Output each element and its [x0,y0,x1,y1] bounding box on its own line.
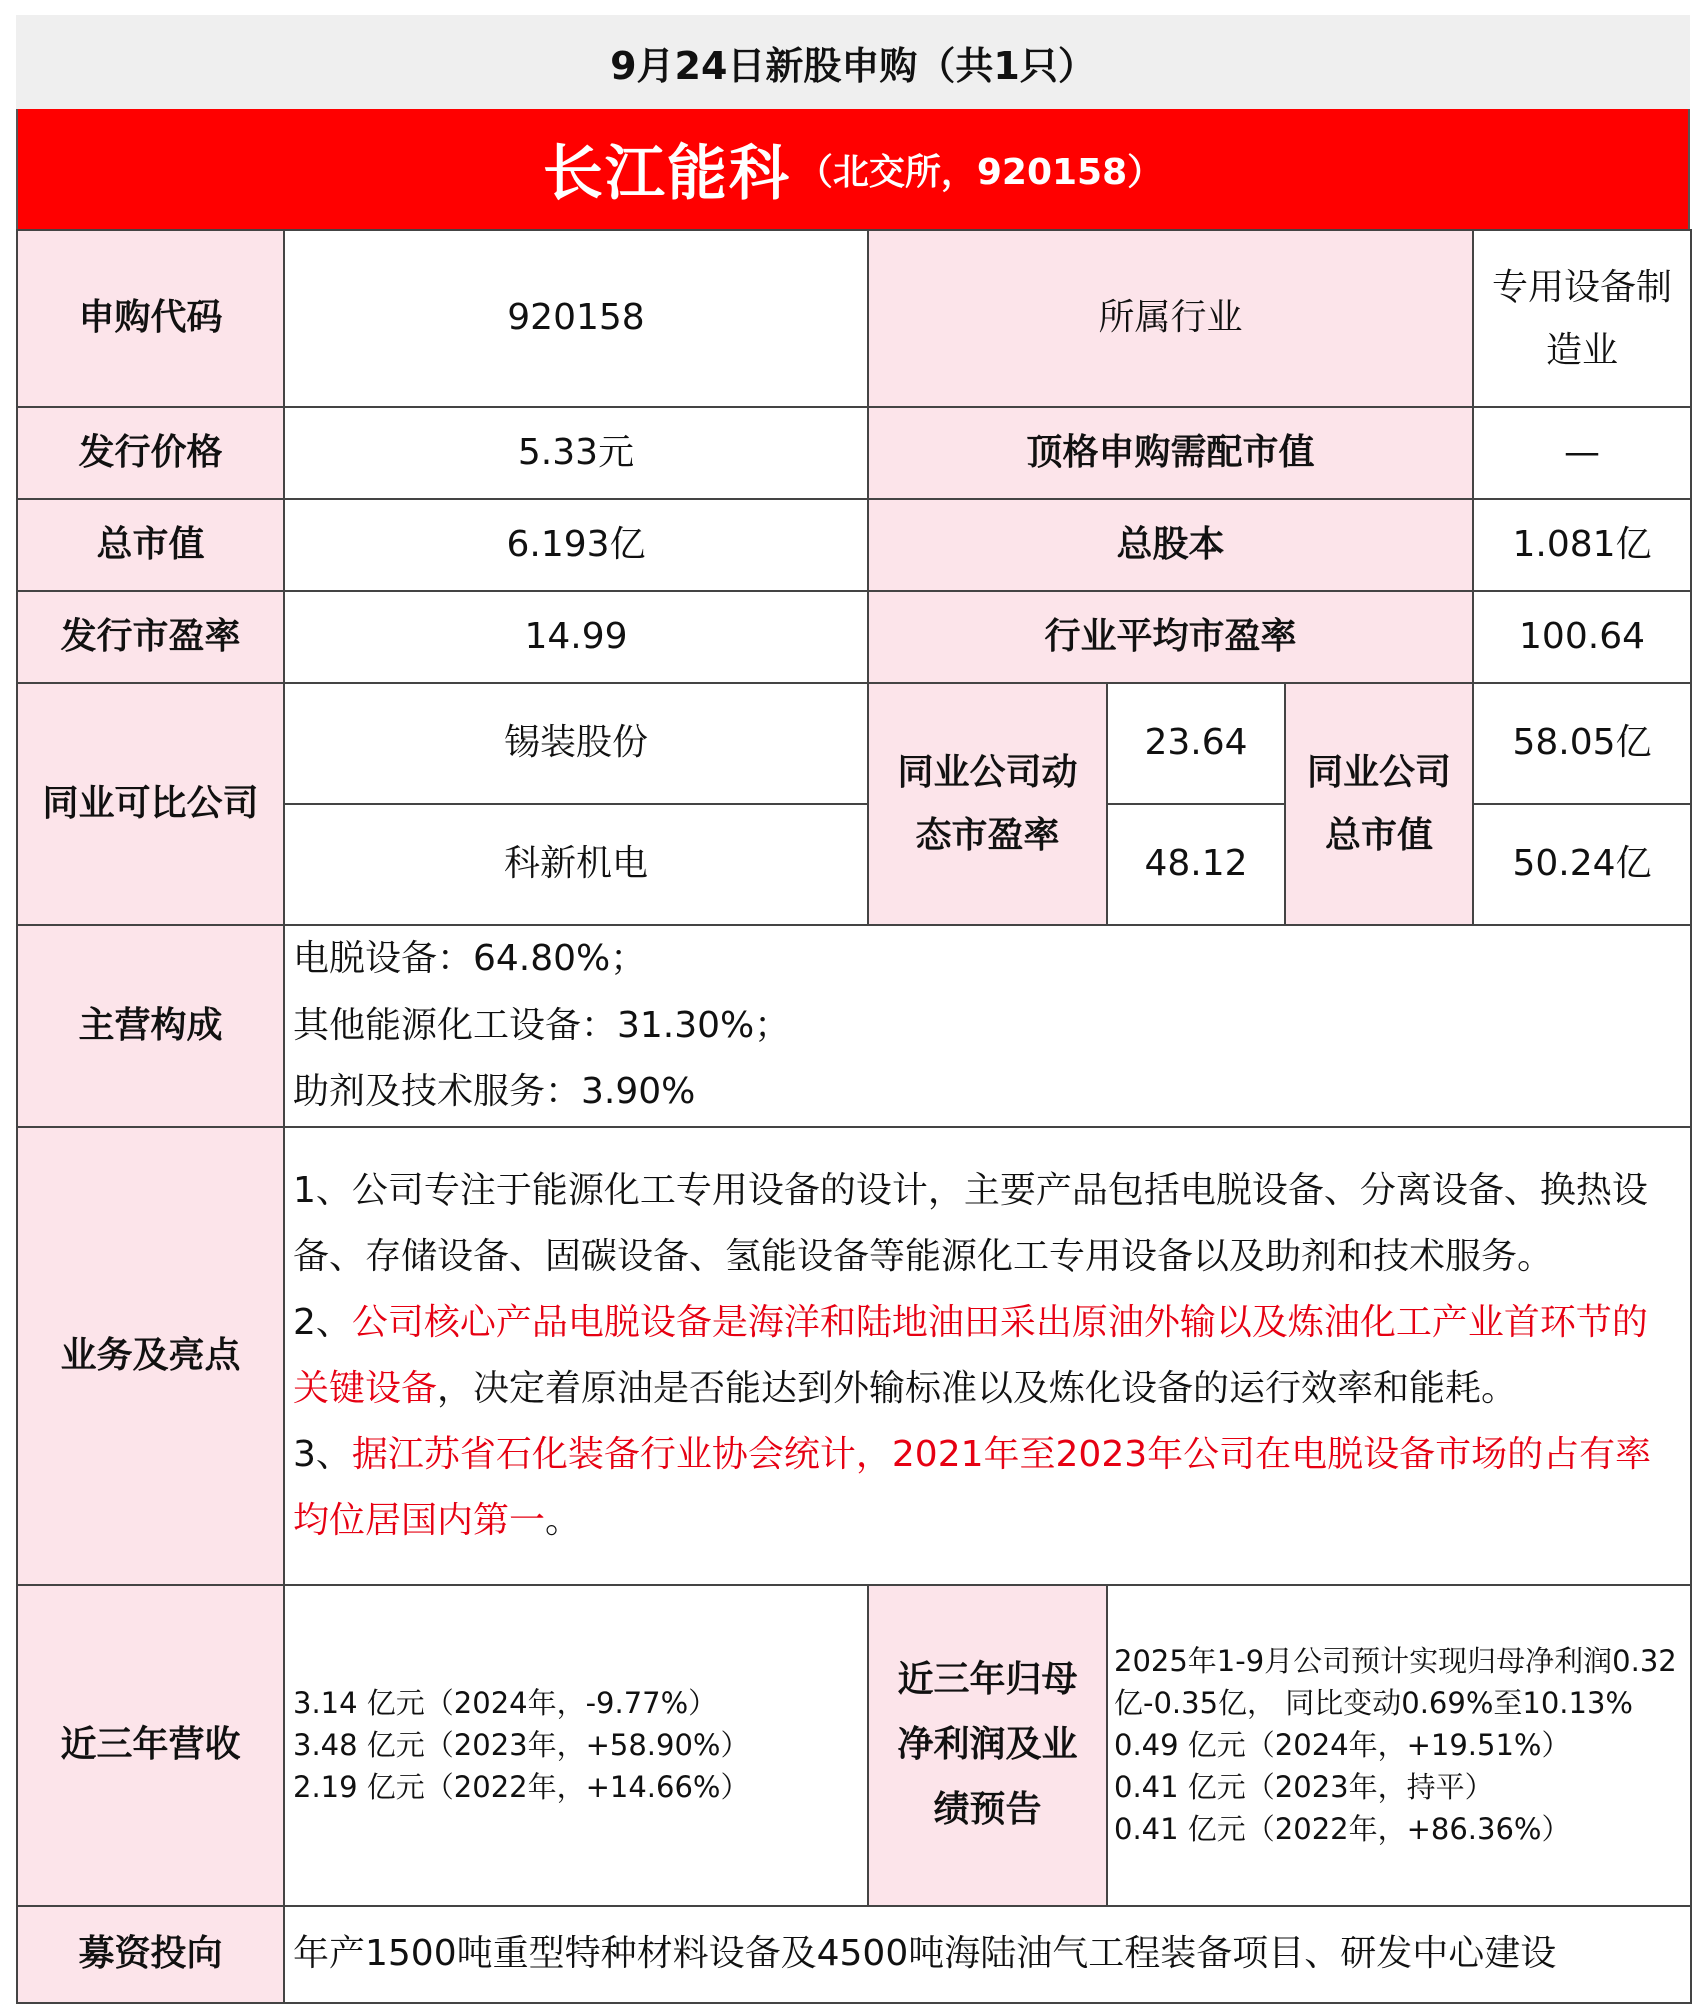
highlight-text: ，决定着原油是否能达到外输标准以及炼化设备的运行效率和能耗。 [437,1367,1518,1409]
highlights-content [284,1127,1691,1585]
highlight-red-text: 公司核心产品电脱设备是海洋和陆地油田采出原油外输以及炼油化工产业首环节的关键设备 [293,1301,1648,1409]
funds-value: 年产1500吨重型特种材料设备及4500吨海陆油气工程装备项目、研发中心建设 [284,1906,1691,2003]
peer-cap-value: 58.05亿 [1473,683,1691,804]
list-item: 0.41 亿元（2023年，持平） [1114,1770,1494,1805]
total-shares-label: 总股本 [868,499,1473,591]
peer-pe-label: 同业公司动态市盈率 [868,683,1107,925]
list-item: 0.41 亿元（2022年，+86.36%） [1114,1812,1571,1847]
cap-requirement-label: 顶格申购需配市值 [868,407,1473,499]
industry-label: 所属行业 [868,230,1473,407]
highlights-label: 业务及亮点 [17,1127,284,1585]
list-item: 0.49 亿元（2024年，+19.51%） [1114,1728,1571,1763]
list-item: 电脱设备：64.80%； [293,938,647,979]
revenue-values [284,1585,868,1906]
ipo-info-table [16,229,1692,2004]
highlight-text: 。 [545,1499,582,1541]
list-item: 3.48 亿元（2023年，+58.90%） [293,1728,750,1763]
list-item: 3.14 亿元（2024年，-9.77%） [293,1686,718,1721]
pe-label: 发行市盈率 [17,591,284,683]
highlight-red-text: 据江苏省石化装备行业协会统计，2021年至2023年公司在电脱设备市场的占有率均位居国内第一 [293,1433,1652,1541]
list-item: 其他能源化工设备：31.30%； [293,1004,791,1046]
ipo-sheet [16,15,1690,2004]
table-row [17,1585,1691,1906]
peer-name: 锡装股份 [284,683,868,804]
peer-cap-label: 同业公司总市值 [1285,683,1473,925]
peer-name: 科新机电 [284,804,868,925]
company-exchange-code: （北交所，920158） [796,151,1164,193]
profit-values [1107,1585,1691,1906]
table-row [17,230,1691,407]
table-row [17,499,1691,591]
market-cap-label: 总市值 [17,499,284,591]
industry-pe-value: 100.64 [1473,591,1691,683]
code-value: 920158 [284,230,868,407]
table-row [17,925,1691,1127]
table-row [17,1127,1691,1585]
funds-label: 募资投向 [17,1906,284,2003]
main-business-label: 主营构成 [17,925,284,1127]
peer-pe-value: 23.64 [1107,683,1285,804]
highlight-paragraph-1: 1、公司专注于能源化工专用设备的设计，主要产品包括电脱设备、分离设备、换热设备、存储设备、固碳设备、氢能设备等能源化工专用设备以及助剂和技术服务。 [293,1170,1648,1278]
code-label: 申购代码 [17,230,284,407]
highlight-paragraph-3 [293,1422,1682,1554]
company-name: 长江能科 [542,139,791,209]
price-value: 5.33元 [284,407,868,499]
highlight-paragraph-2 [293,1290,1682,1422]
profit-label: 近三年归母净利润及业绩预告 [868,1585,1107,1906]
page-title: 9月24日新股申购（共1只） [16,15,1690,109]
market-cap-value: 6.193亿 [284,499,868,591]
main-business-breakdown [284,925,1691,1127]
table-row [17,1906,1691,2003]
revenue-label: 近三年营收 [17,1585,284,1906]
peer-cap-value: 50.24亿 [1473,804,1691,925]
company-banner [16,109,1690,229]
industry-value: 专用设备制造业 [1473,230,1691,407]
peers-label: 同业可比公司 [17,683,284,925]
total-shares-value: 1.081亿 [1473,499,1691,591]
pe-value: 14.99 [284,591,868,683]
table-row [17,407,1691,499]
list-item: 助剂及技术服务：3.90% [293,1071,696,1113]
price-label: 发行价格 [17,407,284,499]
industry-pe-label: 行业平均市盈率 [868,591,1473,683]
list-item: 2025年1-9月公司预计实现归母净利润0.32亿-0.35亿， 同比变动0.69%至10.13% [1114,1644,1677,1721]
table-row [17,591,1691,683]
highlight-number: 2、 [293,1301,352,1343]
list-item: 2.19 亿元（2022年，+14.66%） [293,1770,750,1805]
highlight-number: 3、 [293,1433,352,1475]
cap-requirement-value: — [1473,407,1691,499]
table-row [17,683,1691,804]
peer-pe-value: 48.12 [1107,804,1285,925]
